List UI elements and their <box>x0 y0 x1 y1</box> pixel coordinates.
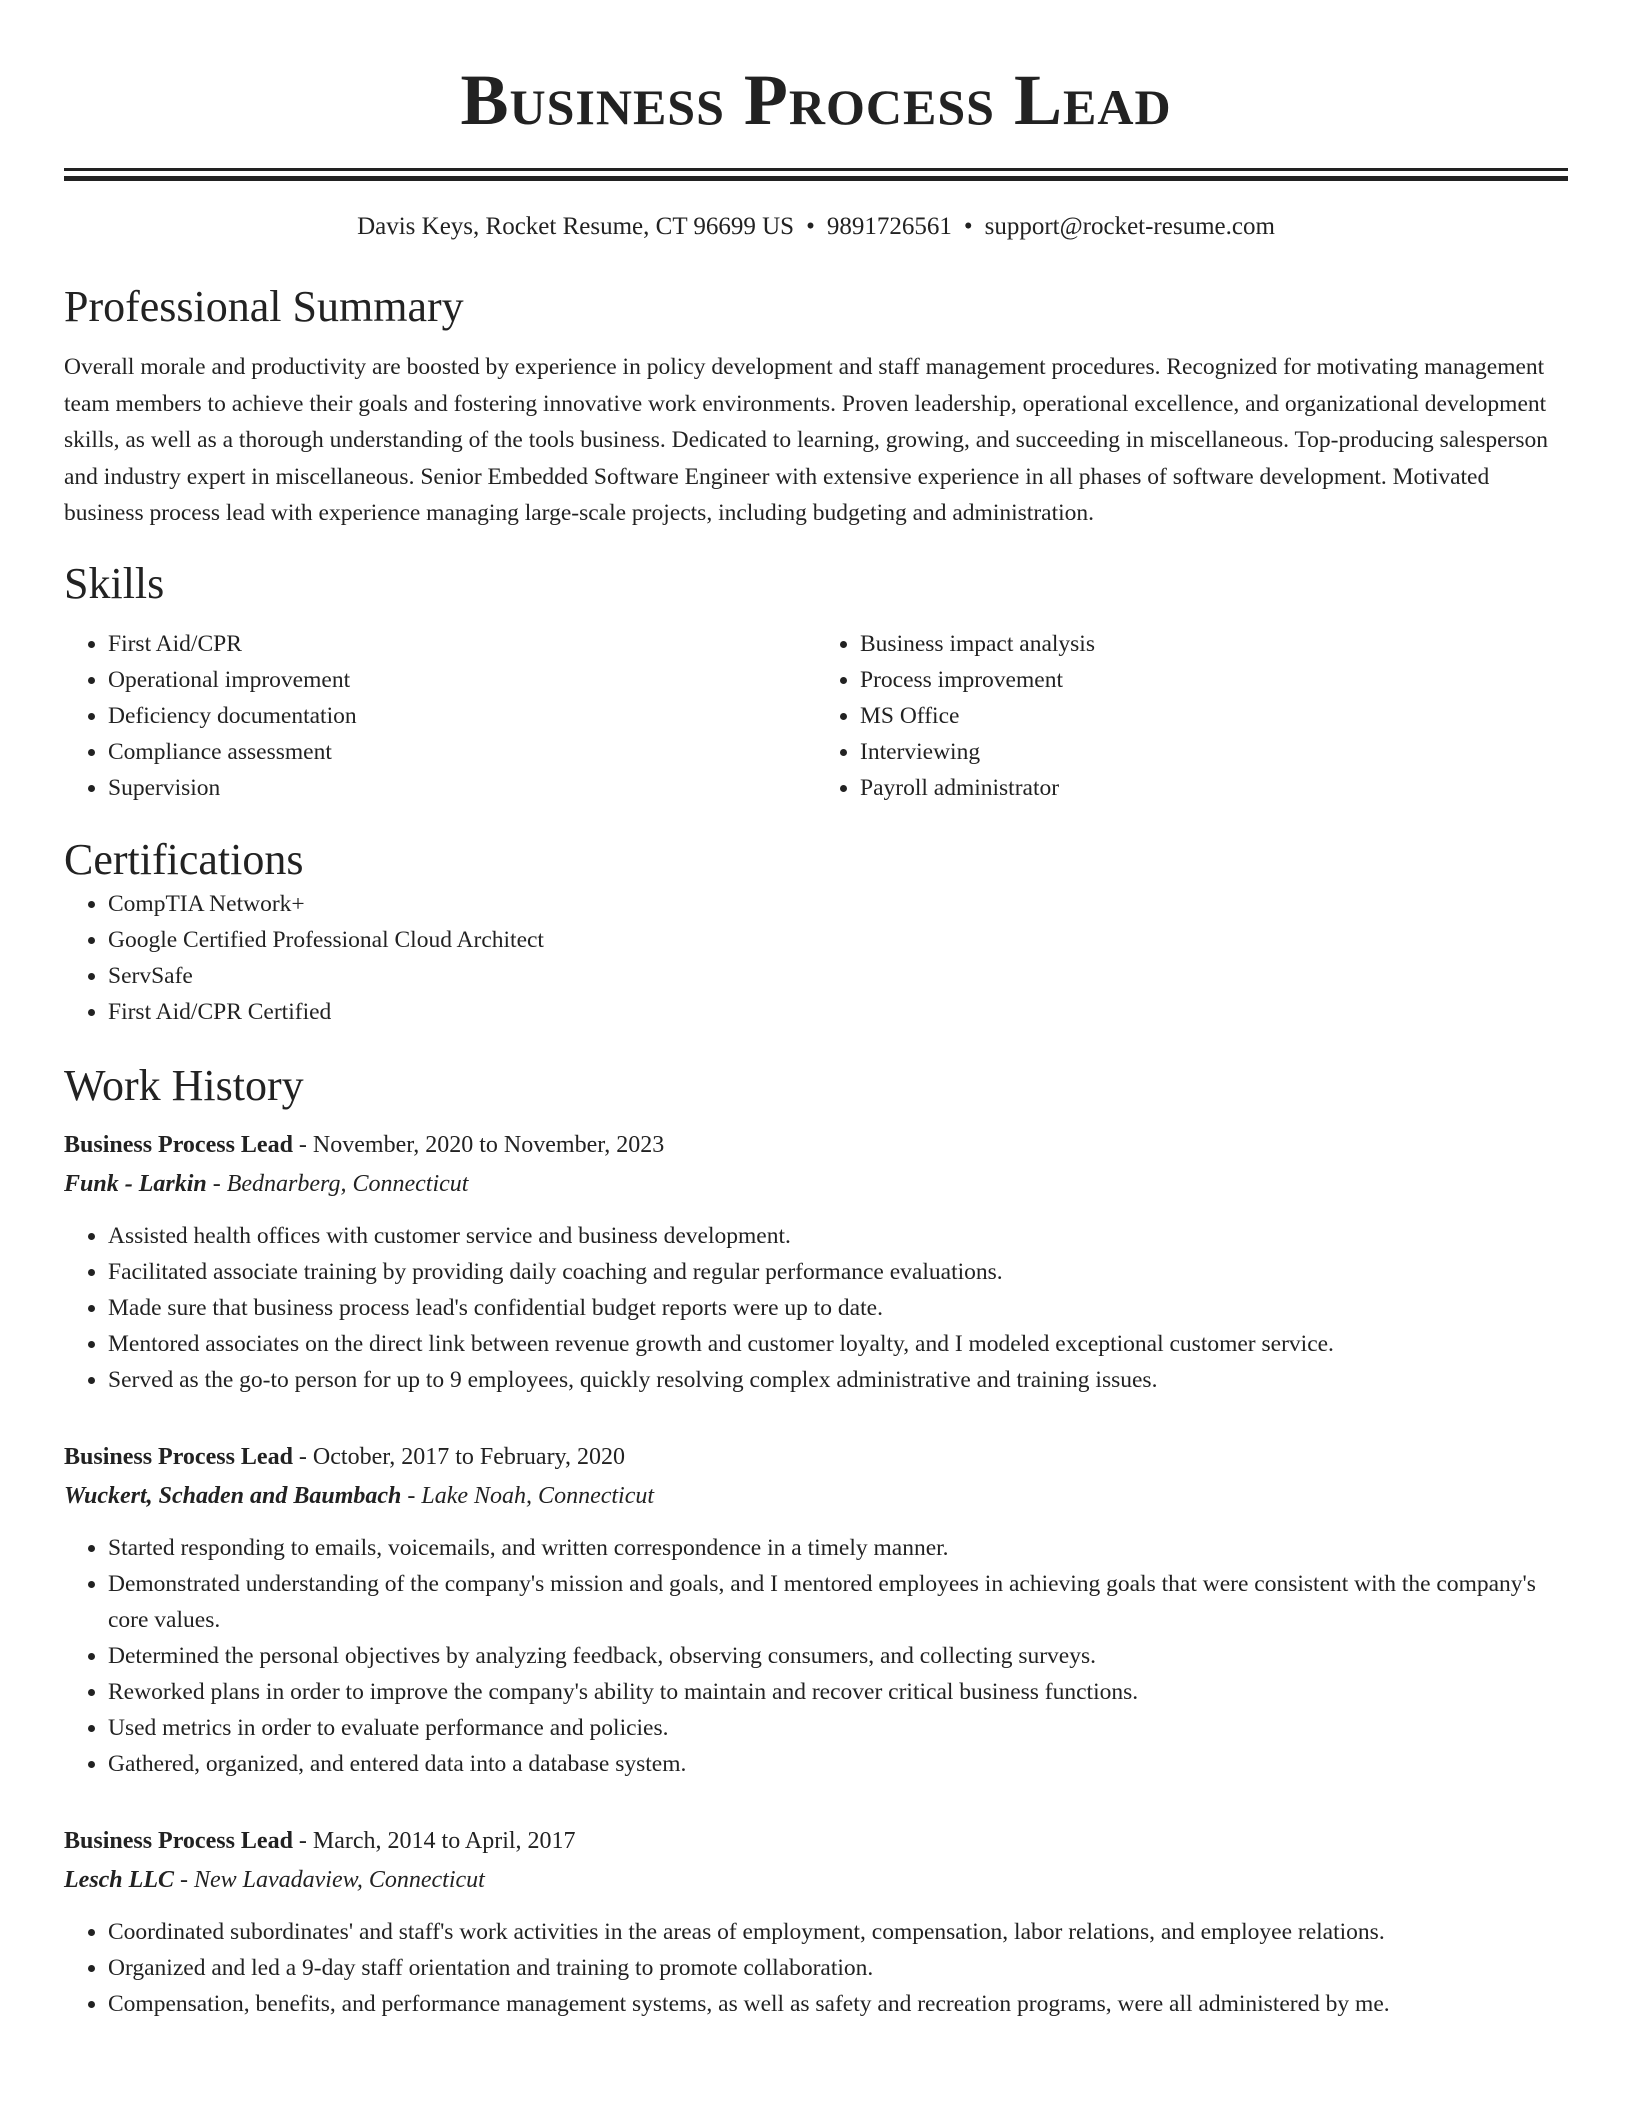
skills-section <box>64 558 1568 806</box>
skill-item: • MS Office <box>860 698 1568 734</box>
contact-separator: • <box>806 213 815 240</box>
contact-address: Davis Keys, Rocket Resume, CT 96699 US <box>357 213 795 240</box>
company-location: - New Lavadaview, Connecticut <box>173 1866 485 1893</box>
company-line <box>64 1477 1568 1516</box>
job-title: Business Process Lead <box>64 1131 293 1158</box>
job-bullet: • Assisted health offices with customer service and business development. <box>108 1218 1568 1254</box>
skill-item: • First Aid/CPR <box>108 626 816 662</box>
job-bullet: • Compensation, benefits, and performance management systems, as well as safety and recreation programs, were all administered by me. <box>108 1986 1568 2022</box>
job-bullet: • Determined the personal objectives by analyzing feedback, observing consumers, and collecting surveys. <box>108 1638 1568 1674</box>
job-bullet: • Facilitated associate training by providing daily coaching and regular performance evaluations. <box>108 1254 1568 1290</box>
skill-item: • Supervision <box>108 770 816 806</box>
job-bullet: • Used metrics in order to evaluate performance and policies. <box>108 1710 1568 1746</box>
contact-line <box>64 211 1568 243</box>
job-title-line <box>64 1126 1568 1165</box>
job-bullet: • Made sure that business process lead's confidential budget reports were up to date. <box>108 1290 1568 1326</box>
company-location: - Lake Noah, Connecticut <box>401 1482 655 1509</box>
company-name: Wuckert, Schaden and Baumbach <box>64 1482 402 1509</box>
skills-columns <box>64 626 1568 806</box>
skill-item: • Payroll administrator <box>860 770 1568 806</box>
company-location: - Bednarberg, Connecticut <box>206 1170 469 1197</box>
skill-item: • Process improvement <box>860 662 1568 698</box>
page-title: Business Process Lead <box>460 60 1172 140</box>
job-bullet: • Gathered, organized, and entered data into a database system. <box>108 1746 1568 1782</box>
work-history-heading: Work History <box>64 1060 304 1110</box>
summary-section <box>64 281 1568 532</box>
company-name: Funk - Larkin <box>64 1170 207 1197</box>
skill-item: • Operational improvement <box>108 662 816 698</box>
skill-item: • Compliance assessment <box>108 734 816 770</box>
job-dates: - March, 2014 to April, 2017 <box>292 1827 576 1854</box>
contact-phone: 9891726561 <box>826 213 952 240</box>
job-bullets <box>64 1914 1568 2022</box>
job-title: Business Process Lead <box>64 1443 293 1470</box>
job-bullet: • Coordinated subordinates' and staff's work activities in the areas of employment, compensation, labor relations, and employee relations. <box>108 1914 1568 1950</box>
certification-item: • CompTIA Network+ <box>108 886 1568 922</box>
work-history-section <box>64 1060 1568 2022</box>
certification-item: • ServSafe <box>108 958 1568 994</box>
summary-heading: Professional Summary <box>64 282 464 331</box>
job-entry <box>64 1822 1568 2022</box>
title-divider <box>64 168 1568 181</box>
job-bullet: • Started responding to emails, voicemails, and written correspondence in a timely manner. <box>108 1530 1568 1566</box>
job-dates: - October, 2017 to February, 2020 <box>292 1443 625 1470</box>
job-dates: - November, 2020 to November, 2023 <box>292 1131 665 1158</box>
job-title-line <box>64 1438 1568 1477</box>
job-bullet: • Mentored associates on the direct link between revenue growth and customer loyalty, and I modeled exceptional customer service. <box>108 1326 1568 1362</box>
job-bullet: • Served as the go-to person for up to 9 employees, quickly resolving complex administrative and training issues. <box>108 1362 1568 1398</box>
skill-item: • Business impact analysis <box>860 626 1568 662</box>
job-title-line <box>64 1822 1568 1861</box>
certifications-section <box>64 834 1568 1030</box>
job-title: Business Process Lead <box>64 1827 293 1854</box>
contact-email: support@rocket-resume.com <box>984 213 1275 240</box>
skills-list-left <box>64 626 816 806</box>
job-bullet: • Reworked plans in order to improve the company's ability to maintain and recover critical business functions. <box>108 1674 1568 1710</box>
skill-item: • Interviewing <box>860 734 1568 770</box>
company-line <box>64 1861 1568 1900</box>
certification-item: • First Aid/CPR Certified <box>108 994 1568 1030</box>
certification-item: • Google Certified Professional Cloud Architect <box>108 922 1568 958</box>
job-bullet: • Organized and led a 9-day staff orientation and training to promote collaboration. <box>108 1950 1568 1986</box>
skills-list-right <box>816 626 1568 806</box>
job-entry <box>64 1438 1568 1782</box>
company-line <box>64 1165 1568 1204</box>
certifications-heading: Certifications <box>64 834 304 884</box>
skills-heading: Skills <box>64 558 165 608</box>
summary-text: Overall morale and productivity are boosted by experience in policy development and staff management procedures. Recognized for motivating management team members to achieve their goals and fostering innovative work environments. Proven leadership, operational excellence, and organizational development skills, as well as a thorough understanding of the tools business. Dedicated to learning, growing, and succeeding in miscellaneous. Top-producing salesperson and industry expert in miscellaneous. Senior Embedded Software Engineer with extensive experience in all phases of software development. Motivated business process lead with experience managing large-scale projects, including budgeting and administration. <box>64 354 1548 526</box>
company-name: Lesch LLC <box>64 1866 174 1893</box>
job-entry <box>64 1126 1568 1398</box>
certifications-list <box>64 886 1568 1030</box>
skill-item: • Deficiency documentation <box>108 698 816 734</box>
job-bullets <box>64 1218 1568 1398</box>
job-bullet: • Demonstrated understanding of the company's mission and goals, and I mentored employees in achieving goals that were consistent with the company's core values. <box>108 1566 1568 1638</box>
job-bullets <box>64 1530 1568 1782</box>
contact-separator: • <box>963 213 973 240</box>
